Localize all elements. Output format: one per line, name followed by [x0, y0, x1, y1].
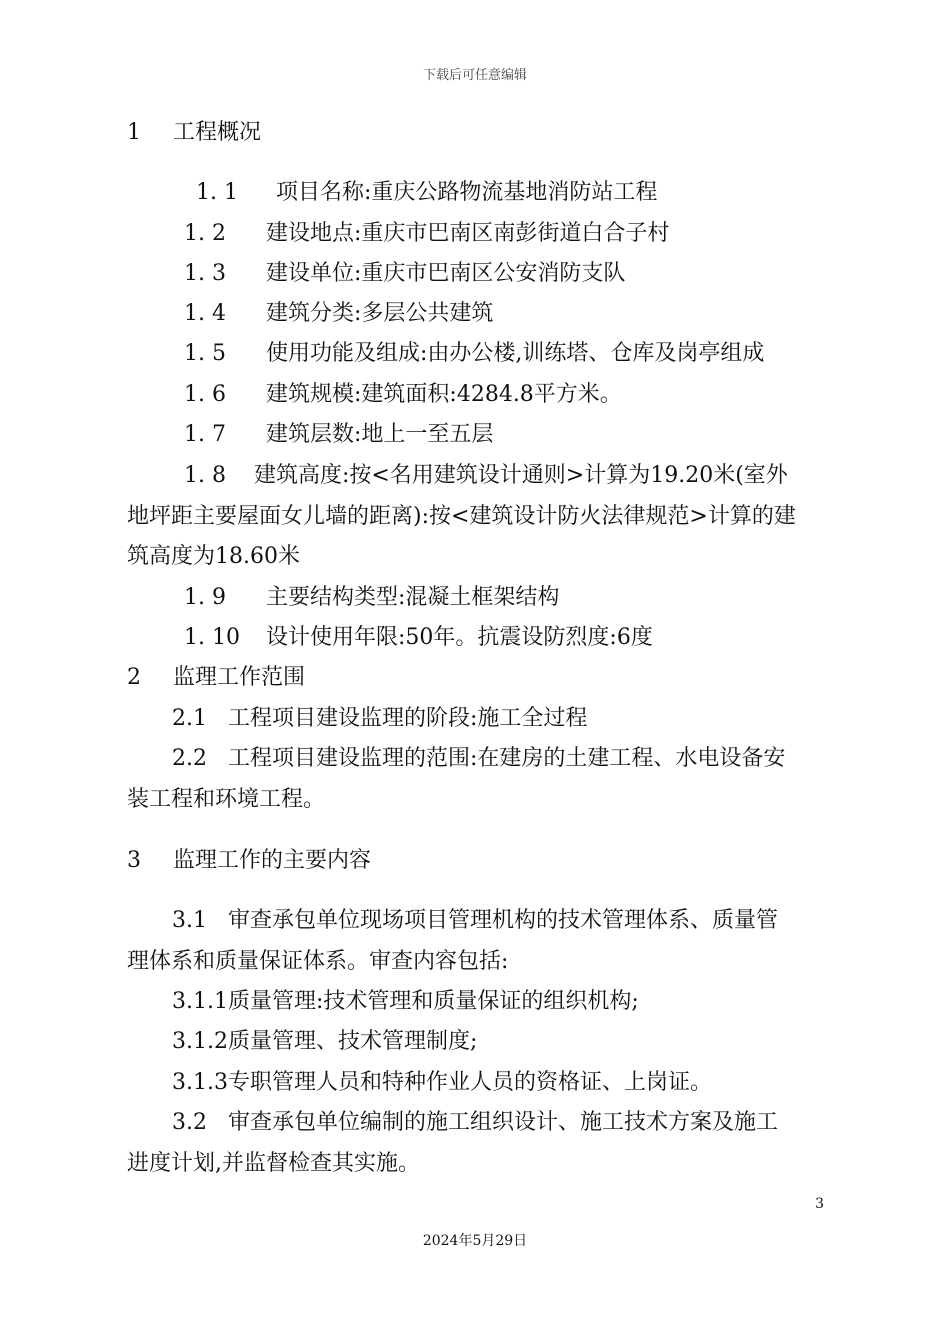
- item-text: 项目名称:重庆公路物流基地消防站工程: [276, 180, 658, 205]
- section-1-heading: [127, 118, 261, 148]
- item-number: 1. 7: [184, 422, 226, 447]
- item-1-8-line-1: 1. 8 建筑高度:按<名用建筑设计通则>计算为19.20米(室外: [184, 463, 788, 488]
- item-1-2: [184, 219, 669, 249]
- item-1-9: [184, 583, 559, 613]
- item-1-1: [196, 178, 657, 208]
- section-2-heading: [127, 663, 305, 693]
- item-text: 使用功能及组成:由办公楼,训练塔、仓库及岗亭组成: [266, 341, 765, 366]
- footer-date: 2024年5月29日: [422, 1233, 528, 1249]
- item-3-2-line-1: 3.2 审查承包单位编制的施工组织设计、施工技术方案及施工: [172, 1110, 778, 1135]
- item-text: 建设单位:重庆市巴南区公安消防支队: [266, 261, 626, 286]
- item-text: 建筑分类:多层公共建筑: [266, 301, 494, 326]
- item-2-2-line-1: 2.2 工程项目建设监理的范围:在建房的土建工程、水电设备安: [172, 746, 786, 771]
- item-number: 1. 1: [196, 180, 238, 205]
- item-2-2-line-2: 装工程和环境工程。: [127, 787, 326, 812]
- item-number: 1. 6: [184, 382, 226, 407]
- item-3-1-2: 3.1.2质量管理、技术管理制度;: [172, 1029, 478, 1054]
- item-text: 设计使用年限:50年。抗震设防烈度:6度: [266, 625, 653, 650]
- section-3-number: 3: [127, 848, 141, 873]
- item-number: 1. 10: [184, 625, 240, 650]
- item-1-5: [184, 339, 764, 369]
- item-3-1-3: 3.1.3专职管理人员和特种作业人员的资格证、上岗证。: [172, 1070, 712, 1095]
- section-3-heading: [127, 846, 371, 876]
- section-2-number: 2: [127, 665, 141, 690]
- item-1-3: [184, 259, 625, 289]
- item-1-8-line-3: 筑高度为18.60米: [127, 544, 300, 569]
- item-text: 建筑规模:建筑面积:4284.8平方米。: [266, 382, 622, 407]
- item-number: 1. 2: [184, 221, 226, 246]
- item-1-4: [184, 299, 493, 329]
- page-header: 下载后可任意编辑: [422, 68, 527, 83]
- item-1-8-line-2: 地坪距主要屋面女儿墙的距离):按<建筑设计防火法律规范>计算的建: [127, 504, 796, 529]
- section-1-title: 工程概况: [173, 120, 262, 145]
- item-number: 1. 3: [184, 261, 226, 286]
- item-3-2-line-2: 进度计划,并监督检查其实施。: [127, 1151, 420, 1176]
- item-1-6: [184, 380, 622, 410]
- item-3-1-line-1: 3.1 审查承包单位现场项目管理机构的技术管理体系、质量管: [172, 908, 778, 933]
- item-text: 建筑层数:地上一至五层: [266, 422, 494, 447]
- section-1-number: 1: [127, 120, 141, 145]
- item-number: 1. 5: [184, 341, 226, 366]
- item-text: 主要结构类型:混凝土框架结构: [266, 585, 560, 610]
- section-3-title: 监理工作的主要内容: [173, 848, 372, 873]
- item-number: 1. 9: [184, 585, 226, 610]
- item-2-1: 2.1 工程项目建设监理的阶段:施工全过程: [172, 706, 588, 731]
- item-text: 建设地点:重庆市巴南区南彭街道白合子村: [266, 221, 670, 246]
- page-number: 3: [815, 1196, 824, 1212]
- item-1-7: [184, 420, 493, 450]
- section-2-title: 监理工作范围: [173, 665, 306, 690]
- item-3-1-1: 3.1.1质量管理:技术管理和质量保证的组织机构;: [172, 989, 639, 1014]
- item-3-1-line-2: 理体系和质量保证体系。审查内容包括:: [127, 949, 509, 974]
- item-number: 1. 4: [184, 301, 226, 326]
- item-1-10: [184, 623, 653, 653]
